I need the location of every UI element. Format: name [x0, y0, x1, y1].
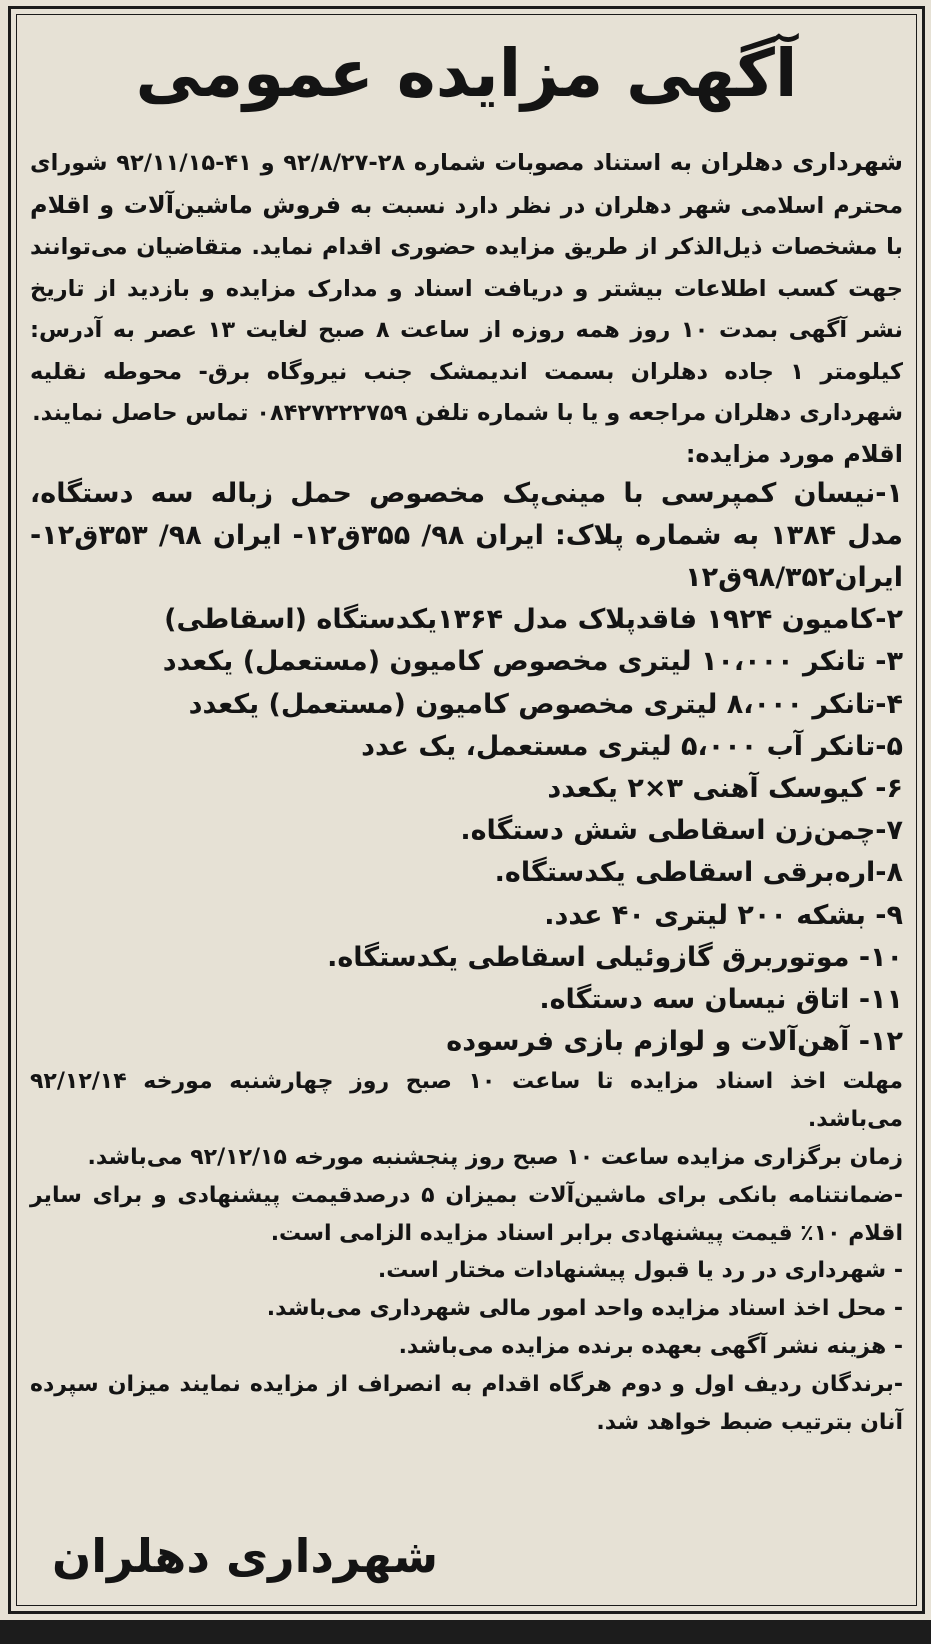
list-item: ۱۱- اتاق نیسان سه دستگاه. [539, 983, 903, 1015]
list-item: ۸-اره‌برقی اسقاطی یکدستگاه. [494, 857, 903, 889]
condition-item: -ضمانتنامه بانکی برای ماشین‌آلات بمیزان ۵ درصدقیمت پیشنهادی و برای سایر اقلام ۱۰٪ قیمت پیشنهادی برابر اسناد مزایده الزامی است. [30, 1182, 903, 1246]
items-heading: اقلام مورد مزایده: [685, 439, 903, 468]
list-item: ۱-نیسان کمپرسی با مینی‌پک مخصوص حمل زباله سه دستگاه، مدل ۱۳۸۴ به شماره پلاک: ایران ۹۸/ ۳۵۵ق۱۲- ایران ۹۸/ ۳۵۳ق۱۲- ایران۹۸/۳۵۲ق۱۲ [30, 477, 904, 593]
condition-item: مهلت اخذ اسناد مزایده تا ساعت ۱۰ صبح روز چهارشنبه مورخه ۹۲/۱۲/۱۴ می‌باشد. [30, 1069, 904, 1133]
notice-body [30, 24, 903, 1600]
condition-item: - شهرداری در رد یا قبول پیشنهادات مختار است. [377, 1258, 903, 1284]
list-item: ۱۲- آهن‌آلات و لوازم بازی فرسوده [446, 1026, 903, 1058]
condition-item: - محل اخذ اسناد مزایده واحد امور مالی شهرداری می‌باشد. [266, 1296, 903, 1322]
intro-organization: شهرداری دهلران [700, 148, 904, 176]
list-item: ۶- کیوسک آهنی ۳×۲ یکعدد [547, 772, 903, 804]
list-item: ۵-تانکر آب ۵،۰۰۰ لیتری مستعمل، یک عدد [361, 730, 903, 762]
intro-text-part-2: با مشخصات ذیل‌الذکر از طریق مزایده حضوری اقدام نماید. متقاضیان می‌توانند جهت کسب اطلاعات بیشتر و دریافت اسناد و مدارک مزایده و بازدید از تاریخ نشر آگهی بمدت ۱۰ روز همه روزه از ساعت ۸ صبح لغایت ۱۳ عصر به آدرس: کیلومتر ۱ جاده دهلران بسمت اندیمشک جنب نیروگاه برق- محوطه نقلیه شهرداری دهلران مراجعه و یا با شماره تلفن ۰۸۴۲۷۲۲۲۷۵۹ تماس حاصل نمایند. [30, 234, 903, 426]
list-item: ۲-کامیون ۱۹۲۴ فاقدپلاک مدل ۱۳۶۴یکدستگاه (اسقاطی) [164, 604, 903, 636]
intro-sale-subject: فروش ماشین‌آلات و اقلام [30, 190, 342, 219]
intro-paragraph [30, 142, 903, 435]
list-item: ۱۰- موتوربرق گازوئیلی اسقاطی یکدستگاه. [327, 941, 903, 973]
list-item: ۴-تانکر ۸،۰۰۰ لیتری مخصوص کامیون (مستعمل) یکعدد [188, 688, 903, 720]
items-list [30, 473, 903, 1064]
condition-item: -برندگان ردیف اول و دوم هرگاه اقدام به انصراف از مزایده نمایند میزان سپرده آنان بترتیب ضبط خواهد شد. [30, 1371, 903, 1435]
intro-text-part-1: به استناد مصوبات شماره ۲۸-۹۲/۸/۲۷ و ۴۱-۹۲/۱۱/۱۵ شورای محترم اسلامی شهر دهلران در نظر دارد نسبت به [30, 150, 904, 219]
notice-title: آگهی مزایده عمومی [135, 35, 798, 112]
condition-item: زمان برگزاری مزایده ساعت ۱۰ صبح روز پنجشنبه مورخه ۹۲/۱۲/۱۵ می‌باشد. [87, 1144, 903, 1170]
list-item: ۷-چمن‌زن اسقاطی شش دستگاه. [460, 815, 903, 847]
bottom-band [0, 1620, 931, 1644]
conditions-list [30, 1063, 903, 1441]
signature-municipality: شهرداری دهلران [52, 1529, 439, 1583]
list-item: ۳- تانکر ۱۰،۰۰۰ لیتری مخصوص کامیون (مستعمل) یکعدد [162, 646, 903, 678]
condition-item: - هزینه نشر آگهی بعهده برنده مزایده می‌باشد. [398, 1333, 903, 1359]
list-item: ۹- بشکه ۲۰۰ لیتری ۴۰ عدد. [544, 899, 903, 931]
